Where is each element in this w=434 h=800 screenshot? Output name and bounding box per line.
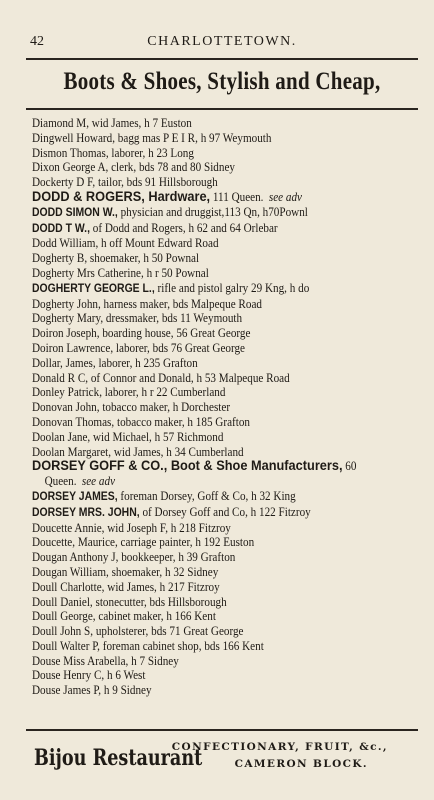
entry-text: Doull Daniel, stonecutter, bds Hillsborough <box>32 594 227 609</box>
entry-text: 111 Queen. <box>210 189 264 204</box>
entry-text: Doucette Annie, wid Joseph F, h 218 Fitzroy <box>32 520 231 535</box>
directory-entry <box>32 236 378 251</box>
directory-entry <box>32 505 378 521</box>
directory-entry <box>32 251 378 266</box>
directory-entry <box>32 609 378 624</box>
directory-entry <box>32 639 378 654</box>
directory-entry <box>32 400 378 415</box>
entry-text: Dingwell Howard, bagg mas P E I R, h 97 Weymouth <box>32 130 272 145</box>
entry-text: Donley Patrick, laborer, h r 22 Cumberland <box>32 385 226 400</box>
directory-entry <box>32 430 378 445</box>
entry-text: physician and druggist,113 Qn, h70Pownl <box>117 204 308 219</box>
entry-text: Dougan William, shoemaker, h 32 Sidney <box>32 564 219 579</box>
directory-entry <box>32 131 378 146</box>
entry-text: 60 <box>342 459 357 474</box>
directory-entry <box>32 580 378 595</box>
directory-entry <box>32 445 378 460</box>
directory-entry <box>32 341 378 356</box>
directory-entry <box>32 160 378 175</box>
entry-name-bold: DORSEY MRS. JOHN, <box>32 505 140 519</box>
entry-name-bold: DORSEY GOFF & CO., Boot & Shoe Manufacturers, <box>32 458 343 475</box>
advert-line-2: CAMERON BLOCK. <box>234 758 368 770</box>
directory-entry <box>32 385 378 400</box>
page-header <box>28 34 416 54</box>
advert-banner-text: Boots & Shoes, Stylish and Cheap, <box>63 68 381 95</box>
entry-text: Dogherty Mrs Catherine, h r 50 Pownal <box>32 265 209 280</box>
directory-entry <box>32 297 378 312</box>
directory-entry <box>32 595 378 610</box>
entry-text: of Dorsey Goff and Co, h 122 Fitzroy <box>139 504 311 519</box>
directory-entry <box>32 565 378 580</box>
directory-entry <box>32 205 378 221</box>
entry-name-bold: DORSEY JAMES, <box>32 489 118 503</box>
directory-entry <box>32 281 378 297</box>
directory-entry <box>32 415 378 430</box>
directory-entry <box>32 683 378 698</box>
entry-name-bold: DODD T W., <box>32 221 90 235</box>
entry-continuation-text: Queen. <box>44 474 77 489</box>
entry-text: Donald R C, of Connor and Donald, h 53 Malpeque Road <box>32 370 290 385</box>
directory-entry <box>32 654 378 669</box>
entry-name-bold: DODD SIMON W., <box>32 205 118 219</box>
entry-text: Doiron Lawrence, laborer, bds 76 Great George <box>32 340 246 355</box>
entry-text: rifle and pistol galry 29 Kng, h do <box>154 280 310 295</box>
entry-text: foreman Dorsey, Goff & Co, h 32 King <box>117 488 296 503</box>
entry-text: Diamond M, wid James, h 7 Euston <box>32 116 192 130</box>
entry-text: Doull John S, upholsterer, bds 71 Great George <box>32 624 244 639</box>
directory-entry <box>32 116 378 131</box>
directory-entry <box>32 326 378 341</box>
entry-text: Donovan Thomas, tobacco maker, h 185 Grafton <box>32 414 250 429</box>
entry-text: Dogherty John, harness maker, bds Malpeque Road <box>32 296 262 311</box>
entry-text: Dixon George A, clerk, bds 78 and 80 Sidney <box>32 160 235 175</box>
directory-entry <box>32 668 378 683</box>
advert-banner-bottom <box>26 729 418 783</box>
directory-entry <box>32 624 378 639</box>
directory-entry <box>32 146 378 161</box>
directory-entry <box>32 521 378 536</box>
entry-text: Doull George, cabinet maker, h 166 Kent <box>32 609 216 624</box>
entry-text: Dockerty D F, tailor, bds 91 Hillsborough <box>32 175 218 190</box>
directory-entry <box>32 190 378 205</box>
entry-name-bold: DOGHERTY GEORGE L., <box>32 281 155 295</box>
entry-text: Doiron Joseph, boarding house, 56 Great George <box>32 326 251 341</box>
entry-text: Doolan Margaret, wid James, h 34 Cumberland <box>32 444 244 459</box>
directory-entry <box>32 266 378 281</box>
directory-entry <box>32 356 378 371</box>
entry-text: Dogherty Mary, dressmaker, bds 11 Weymouth <box>32 311 243 326</box>
entry-see-adv: see adv <box>268 189 302 204</box>
directory-entry <box>32 489 378 505</box>
entry-see-adv: see adv <box>81 474 116 489</box>
directory-entries <box>32 116 416 698</box>
advert-name: Bijou Restaurant <box>34 745 203 771</box>
advert-line-1: CONFECTIONARY, FRUIT, &c., <box>171 741 388 753</box>
directory-entry <box>32 535 378 550</box>
directory-entry <box>32 311 378 326</box>
directory-entry <box>32 221 378 237</box>
directory-entry <box>32 459 378 489</box>
entry-text: Douse James P, h 9 Sidney <box>32 683 152 698</box>
entry-text: Doucette, Maurice, carriage painter, h 192 Euston <box>32 535 255 550</box>
entry-text: Dismon Thomas, laborer, h 23 Long <box>32 145 194 160</box>
entry-text: Dodd William, h off Mount Edward Road <box>32 236 219 251</box>
directory-entry <box>32 550 378 565</box>
entry-text: Dougan Anthony J, bookkeeper, h 39 Grafton <box>32 550 236 565</box>
entry-name-bold: DODD & ROGERS, Hardware, <box>32 188 211 205</box>
entry-text: Doull Walter P, foreman cabinet shop, bds 166 Kent <box>32 638 264 653</box>
entry-text: Dogherty B, shoemaker, h 50 Pownal <box>32 251 200 266</box>
entry-text: Douse Miss Arabella, h 7 Sidney <box>32 653 179 668</box>
entry-text: Doolan Jane, wid Michael, h 57 Richmond <box>32 429 224 444</box>
entry-continuation <box>32 474 378 489</box>
directory-entry <box>32 175 378 190</box>
directory-entry <box>32 371 378 386</box>
entry-text: Douse Henry C, h 6 West <box>32 668 146 683</box>
entry-text: Dollar, James, laborer, h 235 Grafton <box>32 355 198 370</box>
entry-text: of Dodd and Rogers, h 62 and 64 Orlebar <box>89 220 278 235</box>
running-title: CHARLOTTETOWN. <box>147 34 297 49</box>
page-number: 42 <box>30 34 44 49</box>
advert-banner-top <box>26 58 418 110</box>
entry-text: Donovan John, tobacco maker, h Dorchester <box>32 400 231 415</box>
entry-text: Doull Charlotte, wid James, h 217 Fitzroy <box>32 579 220 594</box>
